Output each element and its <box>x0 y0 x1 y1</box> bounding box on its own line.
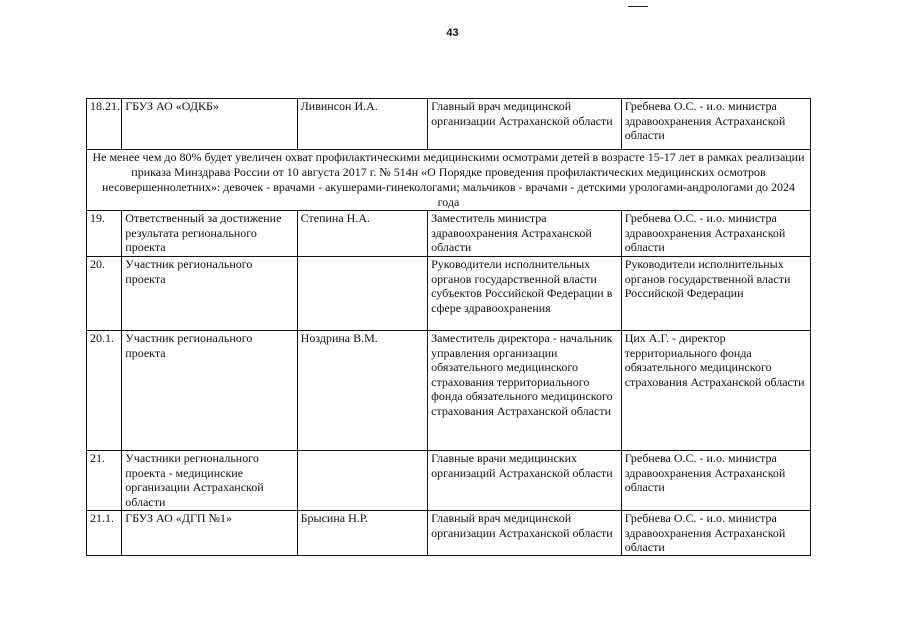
row-number: 20. <box>87 257 122 331</box>
participant-name: ГБУЗ АО «ДГП №1» <box>122 511 297 556</box>
responsible-person: Степина Н.А. <box>297 211 427 257</box>
position: Главный врач медицинской организации Астраханской области <box>428 99 622 150</box>
row-number: 18.21. <box>87 99 122 150</box>
participants-table <box>86 98 811 556</box>
position: Руководители исполнительных органов государственной власти субъектов Российской Федерации в сфере здравоохранения <box>428 257 622 331</box>
table-row <box>87 257 811 331</box>
table-row <box>87 211 811 257</box>
row-number: 19. <box>87 211 122 257</box>
supervisor: Гребнева О.С. - и.о. министра здравоохранения Астраханской области <box>621 451 810 511</box>
supervisor: Цих А.Г. - директор территориального фонда обязательного медицинского страхования Астраханской области <box>621 331 810 451</box>
table-row <box>87 511 811 556</box>
supervisor: Гребнева О.С. - и.о. министра здравоохранения Астраханской области <box>621 99 810 150</box>
page-number: 43 <box>446 27 459 39</box>
row-number: 21.1. <box>87 511 122 556</box>
supervisor: Гребнева О.С. - и.о. министра здравоохранения Астраханской области <box>621 511 810 556</box>
supervisor: Гребнева О.С. - и.о. министра здравоохранения Астраханской области <box>621 211 810 257</box>
position: Заместитель директора - начальник управления организации обязательного медицинского страхования территориального фонда обязательного медицинского страхования Астраханской области <box>428 331 622 451</box>
table-row <box>87 99 811 150</box>
table-row <box>87 331 811 451</box>
position: Главный врач медицинской организации Астраханской области <box>428 511 622 556</box>
corner-mark <box>628 6 648 7</box>
row-number: 21. <box>87 451 122 511</box>
participant-name: Участник регионального проекта <box>122 331 297 451</box>
participant-name: Участник регионального проекта <box>122 257 297 331</box>
responsible-person: Брысина Н.Р. <box>297 511 427 556</box>
section-row <box>87 150 811 211</box>
table-row <box>87 451 811 511</box>
responsible-person: Ливинсон И.А. <box>297 99 427 150</box>
participant-name: Ответственный за достижение результата регионального проекта <box>122 211 297 257</box>
responsible-person <box>297 451 427 511</box>
responsible-person: Ноздрина В.М. <box>297 331 427 451</box>
participant-name: Участники регионального проекта - медицинские организации Астраханской области <box>122 451 297 511</box>
row-number: 20.1. <box>87 331 122 451</box>
responsible-person <box>297 257 427 331</box>
participant-name: ГБУЗ АО «ОДКБ» <box>122 99 297 150</box>
supervisor: Руководители исполнительных органов государственной власти Российской Федерации <box>621 257 810 331</box>
position: Главные врачи медицинских организаций Астраханской области <box>428 451 622 511</box>
position: Заместитель министра здравоохранения Астраханской области <box>428 211 622 257</box>
section-title: Не менее чем до 80% будет увеличен охват профилактическими медицинскими осмотрами детей в возрасте 15-17 лет в рамках реализации приказа Минздрава России от 10 августа 2017 г. № 514н «О Порядке проведения профилактических медицинских осмотров несовершеннолетних»: девочек - врачами - акушерами-гинекологами; мальчиков - врачами - детскими урологами-андрологами до 2024 года <box>87 150 811 211</box>
